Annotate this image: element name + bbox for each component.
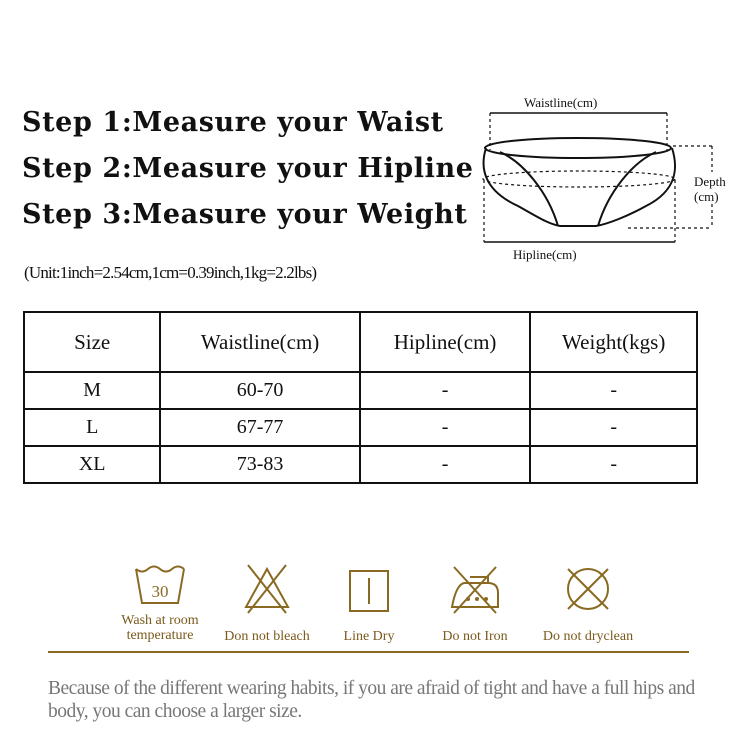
waistline-cell: 73-83 [160,446,359,483]
hipline-cell: - [360,409,531,446]
header-hipline: Hipline(cm) [360,312,531,372]
no-dryclean-icon [563,563,613,615]
depth-label-line2: (cm) [694,189,719,204]
care-item-line-dry [314,563,424,644]
size-chart-table [23,311,698,484]
hipline-cell: - [360,446,531,483]
header-size: Size [24,312,160,372]
care-item-bleach [212,563,322,644]
care-label-bleach: Don not bleach [224,629,310,644]
care-item-wash [105,563,215,643]
size-cell: M [24,372,160,409]
care-label-dryclean: Do not dryclean [542,629,634,644]
measurement-steps [22,100,474,238]
care-label-wash-line1: Wash at room [121,613,199,628]
table-row [24,409,697,446]
sizing-advice-note: Because of the different wearing habits, if you are afraid of tight and have a full hips and body, you can choose a larger size. [48,678,695,722]
waistline-cell: 60-70 [160,372,359,409]
wash-30-icon [133,563,187,607]
header-waistline: Waistline(cm) [160,312,359,372]
care-label-wash-line2: temperature [126,628,194,643]
hipline-label: Hipline(cm) [513,247,577,262]
step-1-text: Step 1:Measure your Waist [22,107,444,138]
depth-label-line1: Depth [694,174,726,189]
waistline-label: Waistline(cm) [524,95,598,110]
table-header-row [24,312,697,372]
care-instructions [100,563,660,653]
weight-cell: - [530,372,697,409]
care-divider [48,651,689,653]
care-item-iron [420,563,530,644]
step-2-text: Step 2:Measure your Hipline [22,153,474,184]
no-bleach-icon [242,563,292,615]
care-label-line-dry: Line Dry [343,629,395,644]
line-dry-icon [344,563,394,615]
wash-temp-text: 30 [151,582,169,601]
table-row [24,372,697,409]
weight-cell: - [530,446,697,483]
unit-conversion-note: (Unit:1inch=2.54cm,1cm=0.39inch,1kg=2.2lbs) [24,263,317,282]
waistline-cell: 67-77 [160,409,359,446]
size-cell: L [24,409,160,446]
weight-cell: - [530,409,697,446]
table-row [24,446,697,483]
step-3-text: Step 3:Measure your Weight [22,199,468,230]
care-item-dryclean [528,563,648,644]
depth-label [694,174,726,204]
hipline-cell: - [360,372,531,409]
header-weight: Weight(kgs) [530,312,697,372]
underwear-measurement-diagram [478,92,740,264]
care-label-iron: Do not Iron [442,629,508,644]
no-iron-icon [448,563,502,615]
size-cell: XL [24,446,160,483]
